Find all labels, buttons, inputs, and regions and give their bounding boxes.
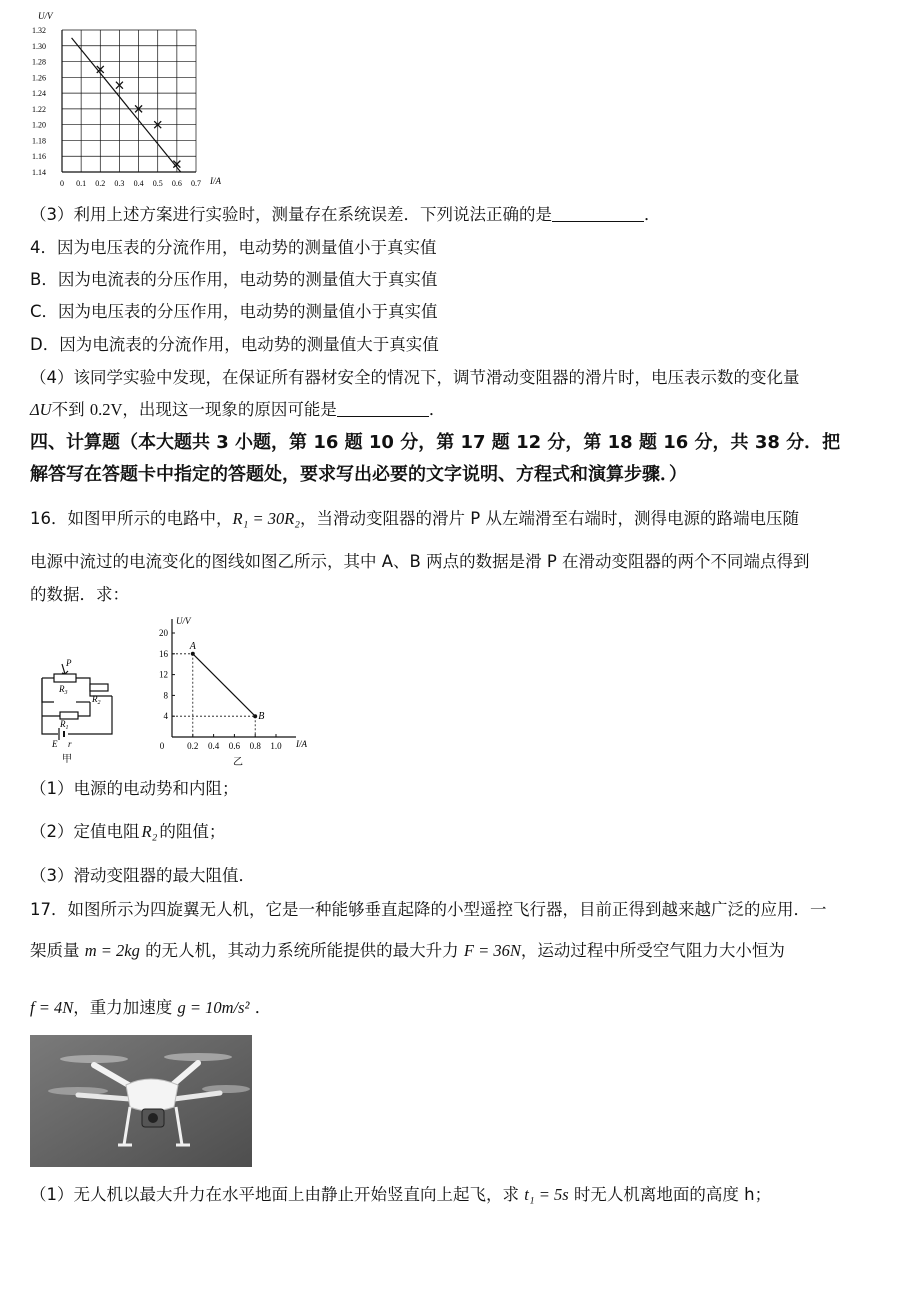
y-tick-labels-b	[159, 628, 175, 721]
ui-graph-b	[146, 613, 326, 768]
resistor-r2	[90, 684, 108, 691]
y-tick-label: 1.24	[32, 89, 46, 99]
resistor-r3	[54, 674, 76, 682]
option-a: 4．因为电压表的分流作用，电动势的测量值小于真实值	[30, 238, 437, 257]
q17-sub1: （1）无人机以最大升力在水平地面上由静止开始竖直向上起飞，求 t₁ = 5s 时无人机离地面的高度 h；	[30, 1185, 772, 1204]
y-tick-label: 1.28	[32, 57, 46, 67]
q17-line1: 17．如图所示为四旋翼无人机，它是一种能够垂直起降的小型遥控飞行器，目前正得到越来越广泛的应用．一	[30, 900, 827, 919]
option-c: C．因为电压表的分压作用，电动势的测量值小于真实值	[30, 302, 438, 321]
point-label: A	[189, 640, 196, 652]
drone-photo	[30, 1035, 252, 1167]
y-tick-label: 1.20	[32, 120, 46, 130]
y-tick-label: 12	[159, 669, 168, 680]
fit-line	[72, 38, 181, 172]
svg-text:E: E	[52, 739, 58, 749]
x-axis-label: I/A	[210, 176, 221, 186]
q17-line2: 架质量 m = 2kg 的无人机，其动力系统所能提供的最大升力 F = 36N，运动过程中所受空气阻力大小恒为	[30, 941, 785, 960]
svg-text:P: P	[66, 658, 72, 668]
y-tick-label: 16	[159, 648, 168, 659]
q4-line1: （4）该同学实验中发现，在保证所有器材安全的情况下，调节滑动变阻器的滑片时，电压表示数的变化量	[30, 368, 800, 387]
q16-sub2: （2）定值电阻 R₂ 的阻值；	[30, 822, 226, 841]
ui-graph-top	[28, 8, 238, 193]
x-tick-label: 0.3	[114, 179, 125, 188]
circuit-caption: 甲	[62, 754, 72, 764]
point-b	[253, 714, 257, 718]
option-b: B．因为电流表的分压作用，电动势的测量值大于真实值	[30, 270, 438, 289]
q16-line1: 16．如图甲所示的电路中，R₁ = 30R₂，当滑动变阻器的滑片 P 从左端滑至右端时，测得电源的路端电压随	[30, 509, 799, 528]
x-tick-label: 0.4	[133, 179, 144, 188]
x-tick-label: 0.7	[191, 179, 201, 188]
svg-text:R3: $R_3$	[59, 684, 68, 696]
y-tick-label: 4	[163, 711, 168, 722]
svg-text:R1: $R_1$	[60, 719, 69, 731]
point-label: B	[258, 711, 265, 723]
y-tick-label: 8	[163, 690, 168, 701]
ab-line	[193, 654, 255, 716]
y-axis-label: U/V	[38, 11, 53, 21]
option-d: D．因为电流表的分流作用，电动势的测量值大于真实值	[30, 335, 439, 354]
y-tick-label: 20	[159, 628, 168, 638]
q4-answer-blank	[337, 400, 429, 417]
points-ab	[189, 641, 265, 722]
x-tick-label: 0	[60, 179, 64, 188]
point-a	[191, 652, 195, 656]
q3-answer-blank	[552, 205, 644, 222]
q3-line: （3）利用上述方案进行实验时，测量存在系统误差．下列说法正确的是 ．	[30, 205, 661, 224]
svg-text:r: r	[68, 739, 72, 749]
graph-caption: 乙	[233, 757, 243, 768]
circuit-diagram	[28, 652, 128, 764]
x-tick-label: 0.6	[171, 179, 182, 188]
x-tick-label: 0.2	[95, 179, 106, 188]
dashed-guides	[172, 654, 255, 737]
y-tick-label: 1.22	[32, 104, 46, 114]
y-tick-label: 1.30	[32, 41, 46, 51]
x-tick-label: 0.4	[207, 741, 220, 751]
x-tick-label: 0.6	[228, 741, 241, 751]
q16-sub1: （1）电源的电动势和内阻；	[30, 779, 239, 798]
section4-heading-line1: 四、计算题（本大题共 3 小题，第 16 题 10 分，第 17 题 12 分，第 18 题 16 分，共 38 分．把	[30, 432, 841, 453]
y-axis-label-b: U/V	[176, 616, 191, 626]
y-tick-label: 1.16	[32, 152, 46, 162]
section4-heading-line2: 解答写在答题卡中指定的答题处，要求写出必要的文字说明、方程式和演算步骤．）	[30, 464, 687, 485]
resistor-r1	[60, 712, 78, 719]
x-tick-label: 0.5	[152, 179, 163, 188]
x-tick-labels	[60, 179, 201, 188]
q16-line3: 的数据．求：	[30, 585, 129, 604]
y-tick-label: 1.26	[32, 73, 46, 83]
x-axis-label-b: I/A	[296, 739, 307, 749]
q4-line2: ΔU不到 0.2V，出现这一现象的原因可能是 ．	[30, 400, 446, 419]
y-tick-label: 1.32	[32, 26, 46, 35]
svg-text:R2: $R_2$	[92, 694, 101, 706]
x-tick-label: 0.2	[187, 741, 199, 751]
q17-line3: f = 4N，重力加速度 g = 10m/s² ．	[30, 998, 272, 1017]
q16-line2: 电源中流过的电流变化的图线如图乙所示，其中 A、B 两点的数据是滑 P 在滑动变阻器的两个不同端点得到	[30, 552, 810, 571]
y-tick-label: 1.14	[32, 168, 46, 177]
x-tick-label: 0.1	[76, 179, 87, 188]
x-tick-label: 0	[159, 741, 165, 751]
q16-sub3: （3）滑动变阻器的最大阻值．	[30, 866, 255, 885]
y-tick-labels	[32, 26, 46, 177]
x-tick-label: 1.0	[270, 741, 282, 751]
y-tick-label: 1.18	[32, 136, 46, 146]
x-tick-label: 0.8	[249, 741, 261, 751]
